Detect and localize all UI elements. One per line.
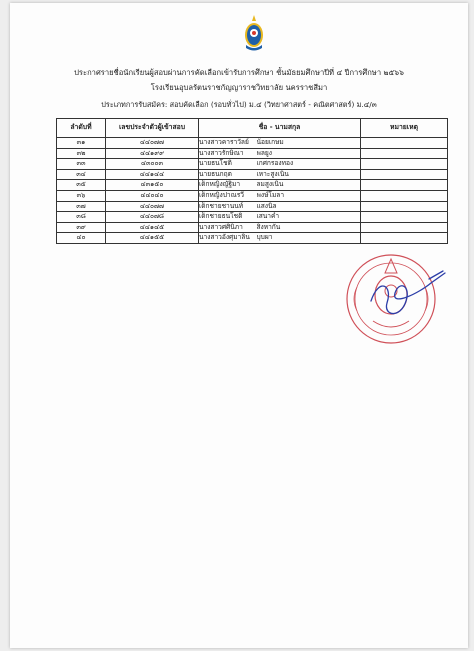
exam-id-cell: ๔๔๐๗๗ xyxy=(106,138,199,149)
order-cell: ๓๓ xyxy=(57,159,106,170)
first-name-cell: นายธนกฤต xyxy=(199,169,257,180)
first-name-cell: นางสาวรักษิณา xyxy=(199,148,257,159)
school-name: โรงเรียนอุบลรัตนราชกัญญาราชวิทยาลัย นครราชสีมา xyxy=(150,83,328,92)
column-header-remark: หมายเหตุ xyxy=(361,119,448,138)
remark-cell xyxy=(361,212,448,223)
surname-cell: บุบผา xyxy=(257,233,361,244)
order-cell: ๔๐ xyxy=(57,233,106,244)
exam-id-cell: ๔๓๐๐๓ xyxy=(106,159,199,170)
remark-cell xyxy=(361,138,448,149)
surname-cell: เกศกรองทอง xyxy=(257,159,361,170)
order-cell: ๓๕ xyxy=(57,180,106,191)
table-row xyxy=(57,222,448,233)
surname-cell: พงษ์โมลา xyxy=(257,190,361,201)
column-header-exam-id: เลขประจำตัวผู้เข้าสอบ xyxy=(106,119,199,138)
first-name-cell: เด็กชายธนโชติ xyxy=(199,212,257,223)
exam-id-cell: ๔๔๐๔๐ xyxy=(106,190,199,201)
table-row xyxy=(57,212,448,223)
school-seal-stamp xyxy=(333,237,461,355)
remark-cell xyxy=(361,180,448,191)
table-row xyxy=(57,159,448,170)
order-cell: ๓๗ xyxy=(57,201,106,212)
surname-cell: แสงนิล xyxy=(257,201,361,212)
table-row xyxy=(57,201,448,212)
exam-id-cell: ๔๔๑๔๕ xyxy=(106,222,199,233)
remark-cell xyxy=(361,159,448,170)
order-cell: ๓๔ xyxy=(57,169,106,180)
order-cell: ๓๙ xyxy=(57,222,106,233)
surname-cell: ลมสูงเนิน xyxy=(257,180,361,191)
first-name-cell: เด็กหญิงญัฐิมา xyxy=(199,180,257,191)
remark-cell xyxy=(361,190,448,201)
first-name-cell: เด็กหญิงปาณรวี xyxy=(199,190,257,201)
first-name-cell: นางสาวอังศุมาลิน xyxy=(199,233,257,244)
surname-cell: เหาะสูงเนิน xyxy=(257,169,361,180)
exam-id-cell: ๔๔๑๔๔ xyxy=(106,169,199,180)
table-header-row xyxy=(57,119,448,138)
school-emblem-icon xyxy=(242,15,266,51)
order-cell: ๓๖ xyxy=(57,190,106,201)
first-name-cell: นายธนโชติ xyxy=(199,159,257,170)
order-cell: ๓๘ xyxy=(57,212,106,223)
table-row xyxy=(57,180,448,191)
column-header-name: ชื่อ - นามสกุล xyxy=(199,119,361,138)
order-cell: ๓๒ xyxy=(57,148,106,159)
surname-cell: น้อยเกษม xyxy=(257,138,361,149)
exam-id-cell: ๔๔๑๕๕ xyxy=(106,233,199,244)
surname-cell: สิงหากัน xyxy=(257,222,361,233)
table-row xyxy=(57,138,448,149)
document-page xyxy=(10,3,468,648)
column-header-order: ลำดับที่ xyxy=(57,119,106,138)
remark-cell xyxy=(361,201,448,212)
first-name-cell: เด็กชายชานนท์ xyxy=(199,201,257,212)
table-row xyxy=(57,169,448,180)
surname-cell: พลยูง xyxy=(257,148,361,159)
exam-id-cell: ๔๔๐๗๗ xyxy=(106,201,199,212)
order-cell: ๓๑ xyxy=(57,138,106,149)
remark-cell xyxy=(361,169,448,180)
announcement-title: ประกาศรายชื่อนักเรียนผู้สอบผ่านการคัดเลือกเข้ารับการศึกษา ชั้นมัธยมศึกษาปีที่ ๔ ปีการศึกษา ๒๕๖๖ xyxy=(74,68,404,77)
table-row xyxy=(57,190,448,201)
exam-id-cell: ๔๔๐๗๘ xyxy=(106,212,199,223)
first-name-cell: นางสาวคาราวัลย์ xyxy=(199,138,257,149)
admission-category: ประเภทการรับสมัคร: สอบคัดเลือก (รอบทั่วไป) ม.๔ (วิทยาศาสตร์ - คณิตศาสตร์) ม.๔/๓ xyxy=(101,100,377,109)
surname-cell: เสนาคำ xyxy=(257,212,361,223)
exam-id-cell: ๔๓๑๕๐ xyxy=(106,180,199,191)
first-name-cell: นางสาวศศินิภา xyxy=(199,222,257,233)
student-list-table xyxy=(56,118,448,244)
exam-id-cell: ๔๔๑๙๙ xyxy=(106,148,199,159)
table-row xyxy=(57,148,448,159)
remark-cell xyxy=(361,222,448,233)
remark-cell xyxy=(361,148,448,159)
